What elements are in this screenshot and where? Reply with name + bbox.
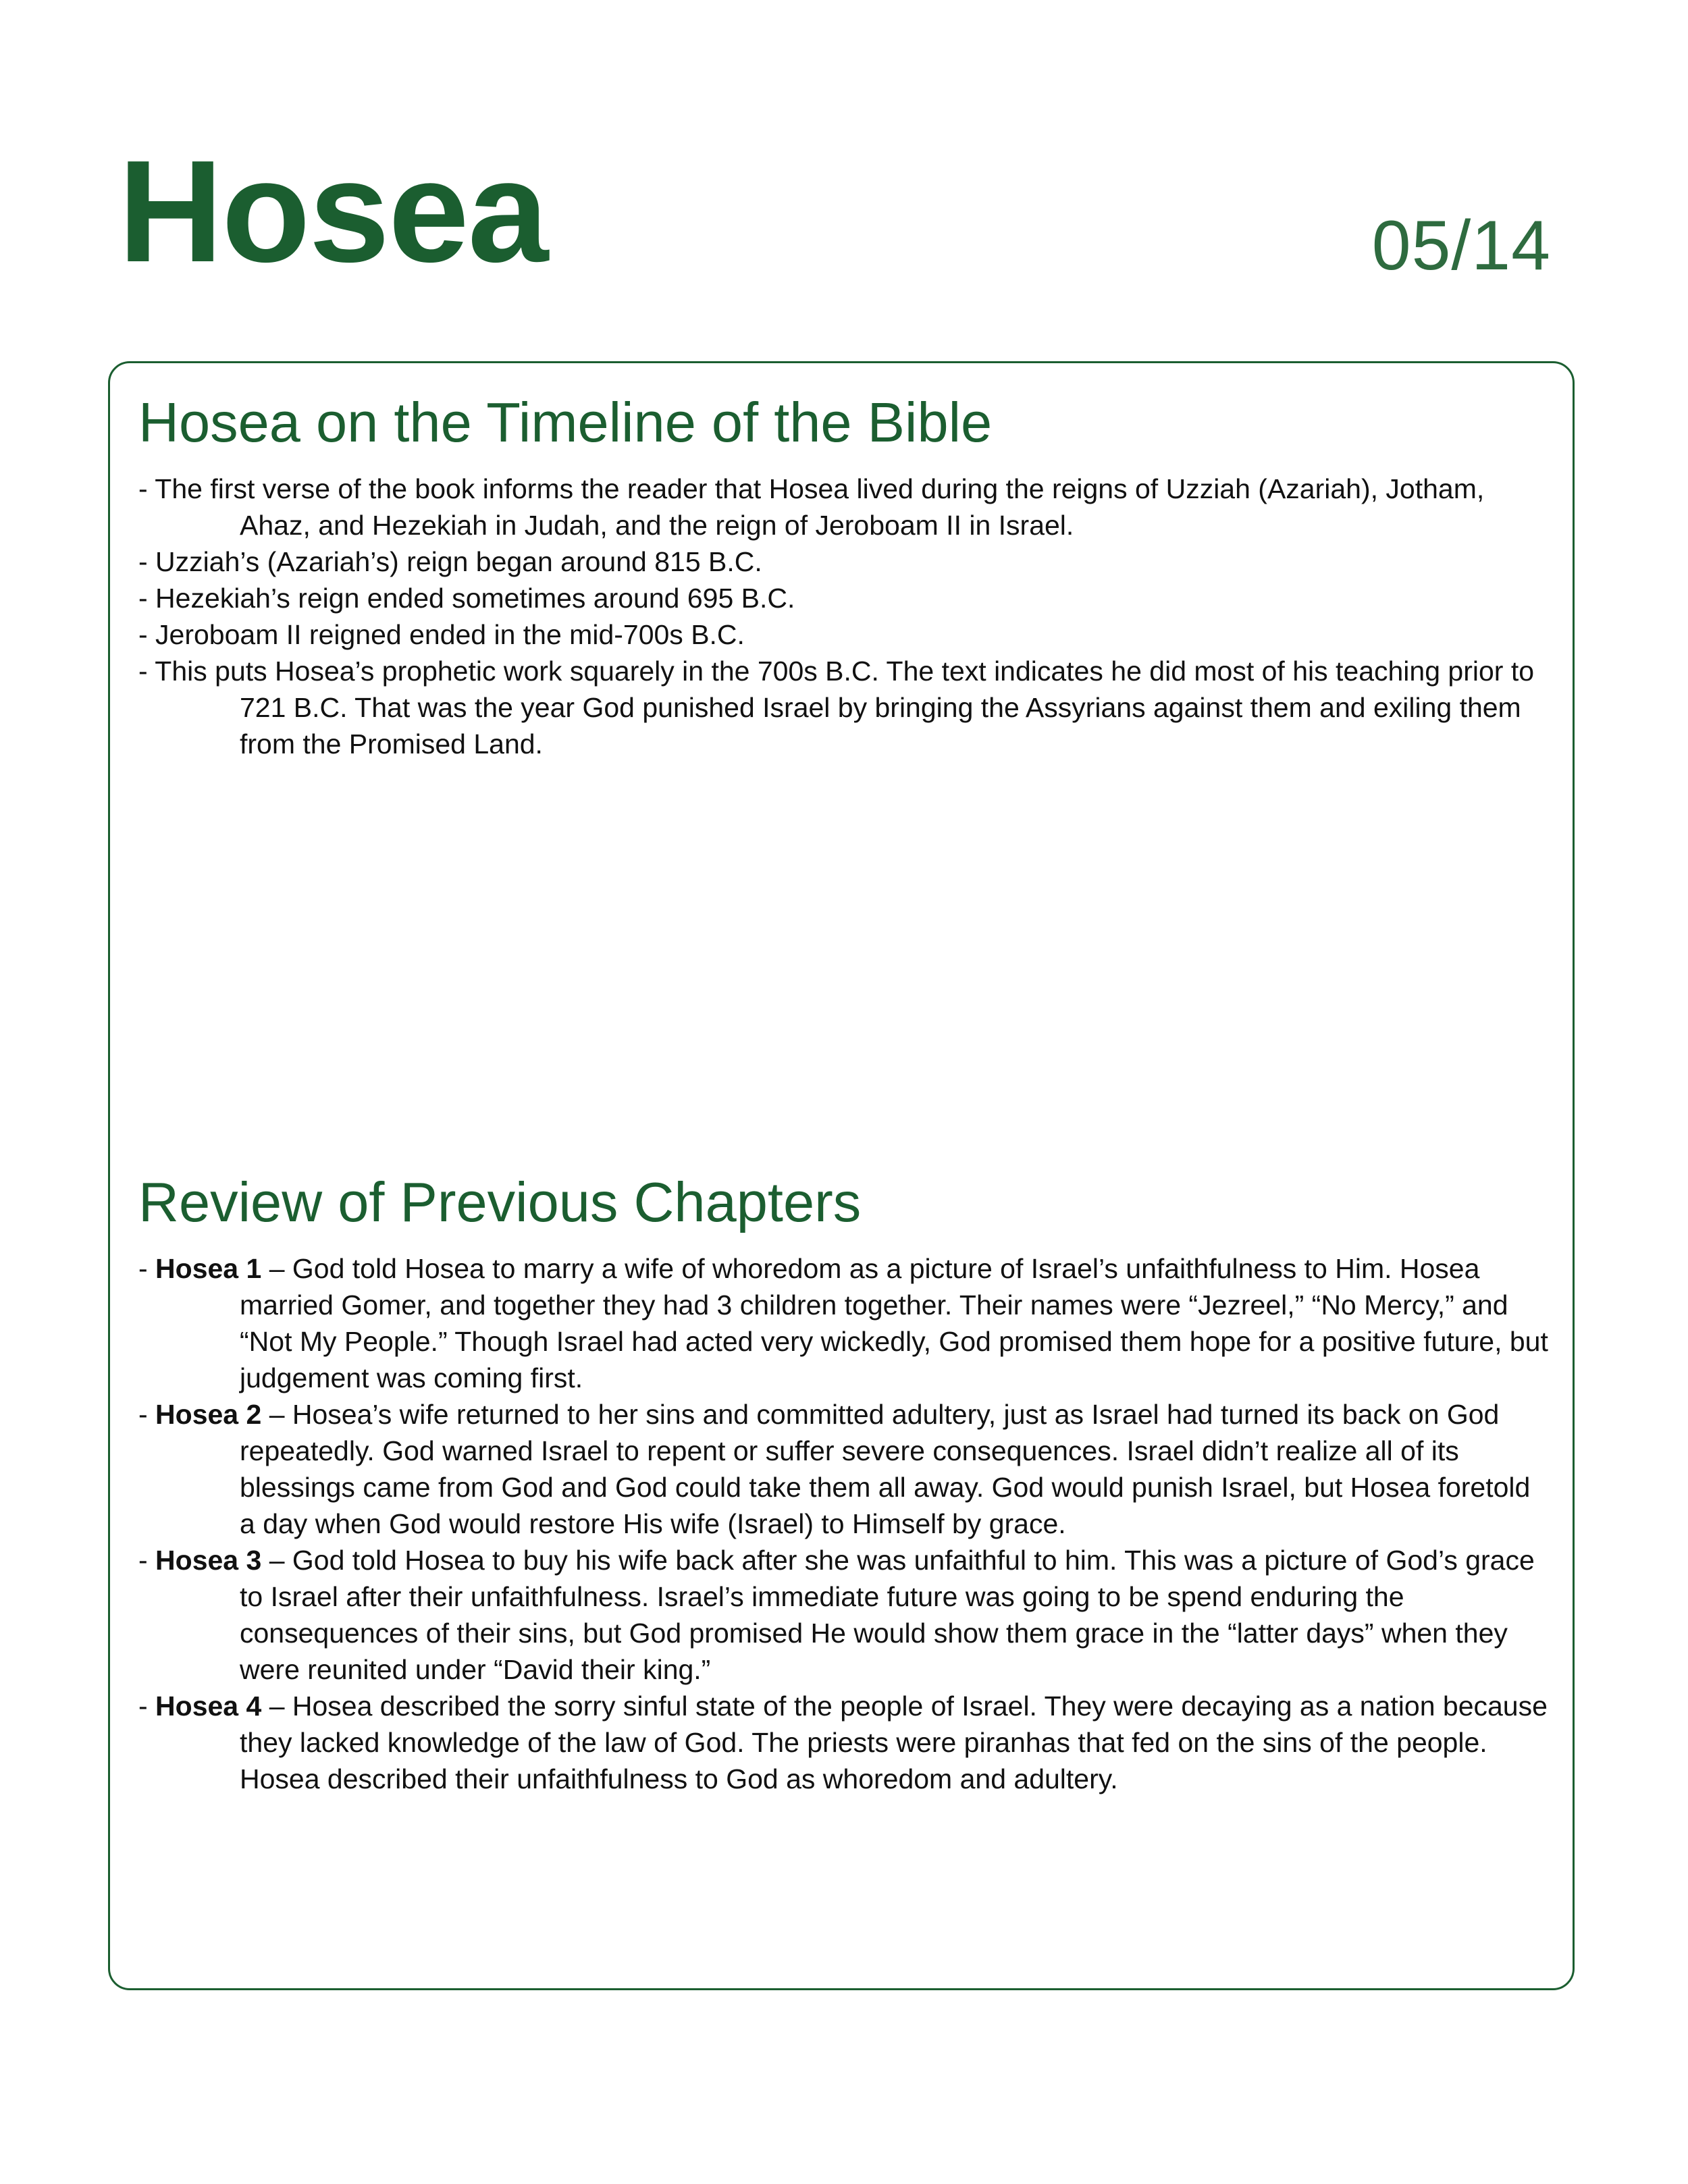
- review-section: [138, 1171, 1553, 1797]
- page-number: 05/14: [1371, 207, 1551, 285]
- item-prefix: -: [138, 1545, 156, 1576]
- item-text: – God told Hosea to marry a wife of whoredom as a picture of Israel’s unfaithfulness to Him. Hosea married Gomer, and together they had 3 children together. Their names were “Jezreel,” “No Mercy,” and “Not My People.” Though Israel had acted very wickedly, God promised them hope for a positive future, but judgement was coming first.: [240, 1253, 1548, 1394]
- item-prefix: -: [138, 1253, 156, 1285]
- item-prefix: -: [138, 1399, 156, 1431]
- section-heading-review: Review of Previous Chapters: [138, 1171, 862, 1233]
- list-item: [138, 1250, 1553, 1396]
- list-item: - This puts Hosea’s prophetic work squarely in the 700s B.C. The text indicates he did most of his teaching prior to 721 B.C. That was the year God punished Israel by bringing the Assyrians against them and exiling them from the Promised Land.: [138, 656, 1535, 760]
- chapter-label: Hosea 4: [155, 1690, 262, 1722]
- list-item: - Uzziah’s (Azariah’s) reign began around 815 B.C.: [138, 546, 762, 578]
- page-title: Hosea: [118, 130, 548, 292]
- list-item: [138, 1396, 1553, 1542]
- section-heading-timeline: Hosea on the Timeline of the Bible: [138, 391, 993, 454]
- list-item: - Jeroboam II reigned ended in the mid-700s B.C.: [138, 619, 745, 651]
- item-prefix: -: [138, 1690, 156, 1722]
- chapter-label: Hosea 2: [155, 1399, 262, 1431]
- review-list: [138, 1250, 1553, 1797]
- list-item: - The first verse of the book informs the reader that Hosea lived during the reigns of Uzziah (Azariah), Jotham, Ahaz, and Hezekiah in Judah, and the reign of Jeroboam II in Israel.: [138, 473, 1485, 541]
- list-item: [138, 1688, 1553, 1797]
- item-text: – God told Hosea to buy his wife back after she was unfaithful to him. This was a picture of God’s grace to Israel after their unfaithfulness. Israel’s immediate future was going to be spend enduring the consequences of their sins, but God promised He would show them grace in the “latter days” when they were reunited under “David their king.”: [240, 1545, 1535, 1686]
- list-item: - Hezekiah’s reign ended sometimes around 695 B.C.: [138, 583, 795, 614]
- chapter-label: Hosea 3: [155, 1545, 262, 1576]
- item-text: – Hosea’s wife returned to her sins and committed adultery, just as Israel had turned its back on God repeatedly. God warned Israel to repent or suffer severe consequences. Israel didn’t realize all of its blessings came from God and God could take them all away. God would punish Israel, but Hosea foretold a day when God would restore His wife (Israel) to Himself by grace.: [240, 1399, 1531, 1540]
- chapter-label: Hosea 1: [155, 1253, 262, 1285]
- list-item: [138, 1542, 1553, 1688]
- timeline-section: [138, 392, 1553, 762]
- item-text: – Hosea described the sorry sinful state of the people of Israel. They were decaying as a nation because they lacked knowledge of the law of God. The priests were piranhas that fed on the sins of the people. Hosea described their unfaithfulness to God as whoredom and adultery.: [240, 1690, 1548, 1795]
- timeline-list: [138, 471, 1553, 762]
